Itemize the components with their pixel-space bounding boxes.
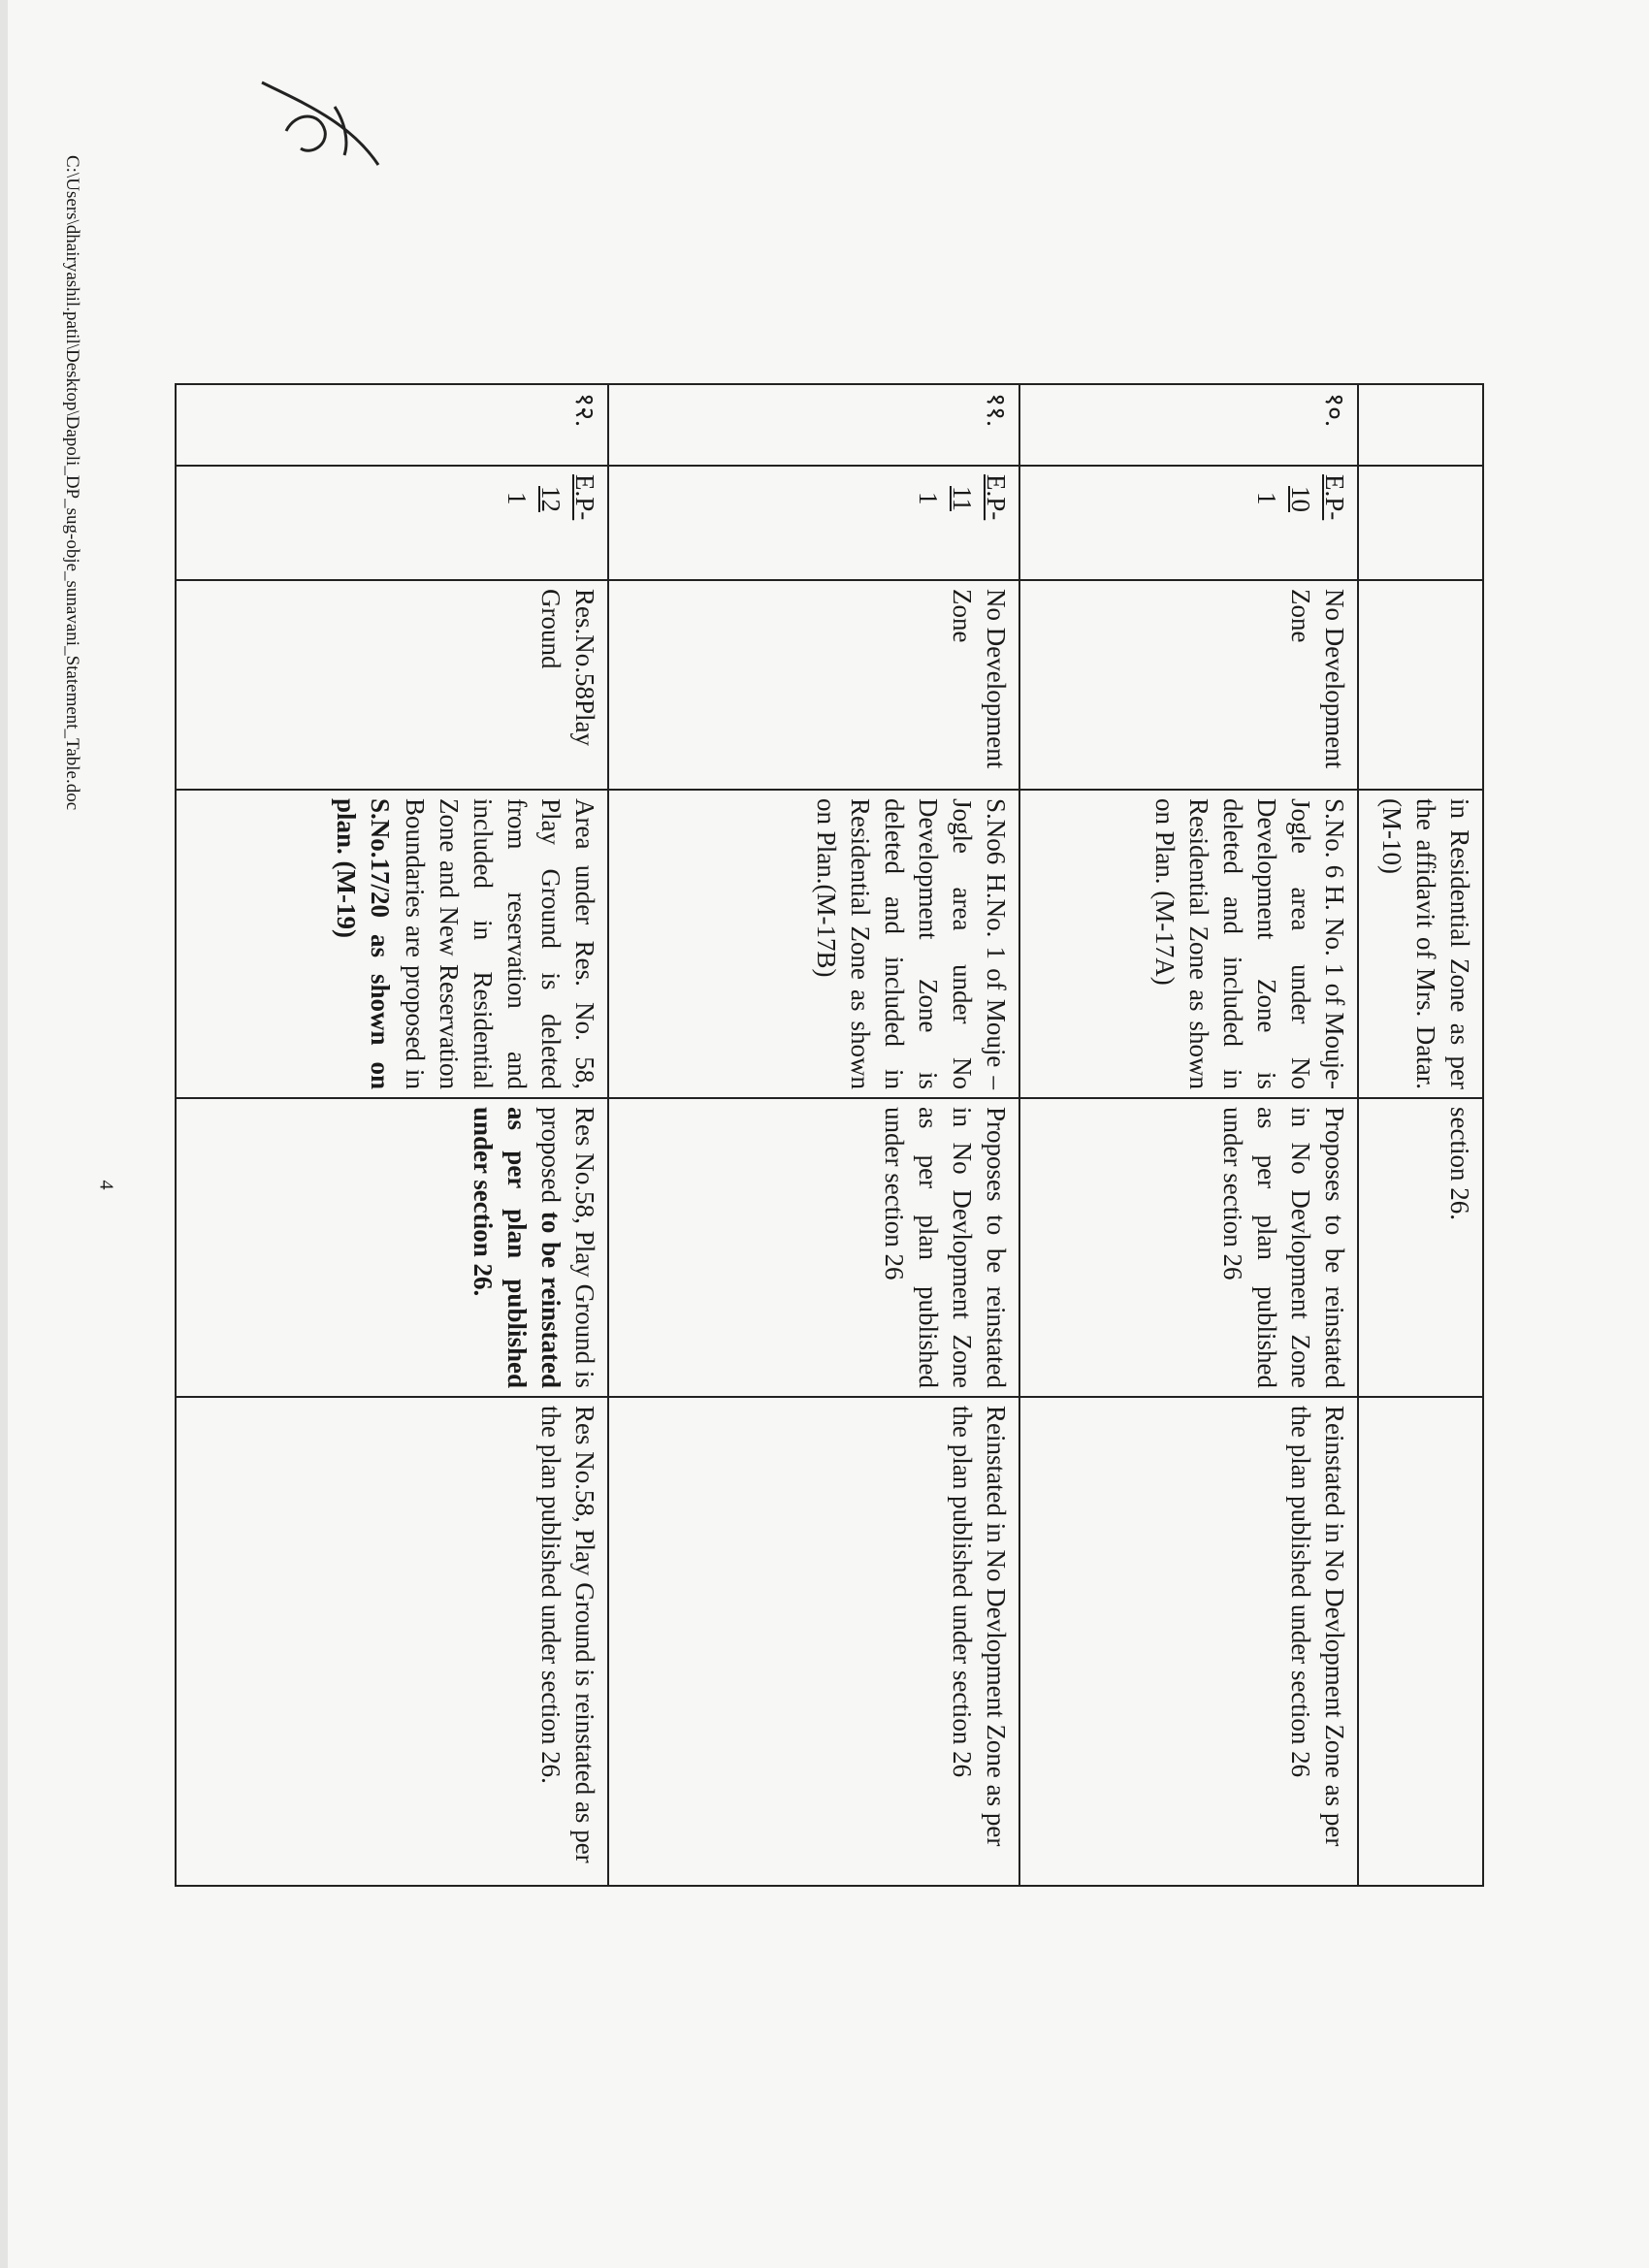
ep-cell <box>176 466 608 580</box>
ep-number <box>911 474 979 571</box>
sr-cell: ११. <box>608 384 1019 466</box>
sr-cell: १२. <box>176 384 608 466</box>
description-text: Area under Res. No. 58, Play Ground is deleted from reservation and included in Residential Zone and New Reservation Boundaries are proposed in <box>400 798 600 1089</box>
description-bold-text: S.No.17/20 as shown on plan. (M-19) <box>332 798 396 1089</box>
ep-number-bottom: 1 <box>914 492 944 505</box>
sr-cell: १०. <box>1019 384 1358 466</box>
decision-cell: Reinstated in No Devlopment Zone as per the plan published under section 26 <box>608 1397 1019 1886</box>
ep-number-bottom: 1 <box>1252 492 1282 505</box>
ep-cell <box>1359 466 1484 580</box>
suggestion-cell: Proposes to be reinstated in No Devlopment Zone as per plan published under section 26 <box>1019 1098 1358 1397</box>
footer-file-path: C:\Users\dhairyashil.patil\Desktop\Dapoli_DP_sug-obje_sunavani_Statement_Table.doc <box>62 155 82 811</box>
ep-code: E.P- <box>982 474 1012 521</box>
decision-cell <box>1359 1397 1484 1886</box>
page-number: 4 <box>95 1180 117 1190</box>
current-use-cell <box>1359 580 1484 790</box>
decision-cell: Res No.58, Play Ground is reinstated as per the plan published under section 26. <box>176 1397 608 1886</box>
suggestion-cell: Proposes to be reinstated in No Devlopment Zone as per plan published under section 26 <box>608 1098 1019 1397</box>
decision-cell: Reinstated in No Devlopment Zone as per the plan published under section 26 <box>1019 1397 1358 1886</box>
suggestion-bold-text: to be reinstated as per plan published under section 26. <box>468 1107 566 1388</box>
ep-code: E.P- <box>1320 474 1350 521</box>
suggestion-cell <box>176 1098 608 1397</box>
ep-number <box>1249 474 1317 571</box>
sr-cell <box>1359 384 1484 466</box>
ep-cell <box>1019 466 1358 580</box>
ep-number-top: 12 <box>535 486 566 512</box>
statement-table <box>175 383 1484 1887</box>
statement-table-rotated <box>175 383 1484 1887</box>
ep-number-bottom: 1 <box>501 492 532 505</box>
ep-code: E.P- <box>570 474 600 521</box>
table-row <box>1019 384 1358 1886</box>
description-cell <box>176 790 608 1098</box>
scan-edge <box>0 0 8 2268</box>
description-cell: in Residential Zone as per the affidavit of Mrs. Datar. (M-10) <box>1359 790 1484 1098</box>
ep-number <box>500 474 567 571</box>
table-row <box>1359 384 1484 1886</box>
current-use-cell: No Development Zone <box>1019 580 1358 790</box>
ep-number-top: 11 <box>948 486 978 511</box>
suggestion-text: Res No.58, Play Ground is proposed <box>535 1107 600 1388</box>
ep-cell <box>608 466 1019 580</box>
handwritten-signature <box>242 73 398 184</box>
table-row <box>608 384 1019 1886</box>
description-cell: S.No. 6 H. No. 1 of Mouje-Jogle area under No Development Zone is deleted and included in Residential Zone as shown on Plan. (M-17A) <box>1019 790 1358 1098</box>
current-use-cell: No Development Zone <box>608 580 1019 790</box>
table-row <box>176 384 608 1886</box>
suggestion-cell: section 26. <box>1359 1098 1484 1397</box>
current-use-cell: Res.No.58Play Ground <box>176 580 608 790</box>
ep-number-top: 10 <box>1286 486 1316 512</box>
description-cell: S.No6 H.No. 1 of Mouje –Jogle area under No Development Zone is deleted and included in Residential Zone as shown on Plan.(M-17B) <box>608 790 1019 1098</box>
